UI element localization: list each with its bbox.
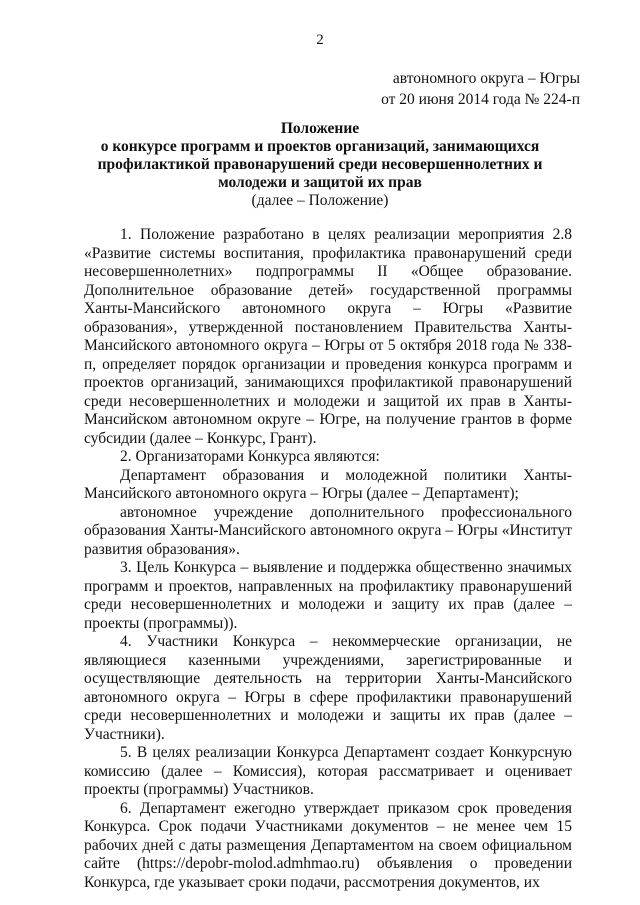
paragraph-2-item-2: автономное учреждение дополнительного профессионального образования Ханты-Мансийского автономного округа – Югры «Институт развития образования». (84, 503, 572, 558)
appendix-line-1: автономного округа – Югры (392, 70, 580, 87)
document-body (84, 226, 572, 892)
title-line-4: молодежи и защитой их прав (218, 174, 422, 191)
document-title (60, 120, 580, 210)
appendix-header (381, 68, 580, 110)
paragraph-1: 1. Положение разработано в целях реализации мероприятия 2.8 «Развитие системы воспитания, профилактика правонарушений среди несовершеннолетних» подпрограммы II «Общее образование. Дополнительное образование детей» государственной программы Ханты-Мансийского автономного округа – Югры «Развитие образования», утвержденной постановлением Правительства Ханты-Мансийского автономного округа – Югры от 5 октября 2018 года № 338-п, определяет порядок организации и проведения конкурса программ и проектов организаций, занимающихся профилактикой правонарушений среди несовершеннолетних и молодежи и защитой их прав в Ханты-Мансийском автономном округе – Югре, на получение грантов в форме субсидии (далее – Конкурс, Грант). (84, 226, 572, 447)
paragraph-4: 4. Участники Конкурса – некоммерческие организации, не являющиеся казенными учреждениями, зарегистрированные и осуществляющие деятельность на территории Ханты-Мансийского автономного округа – Югры в сфере профилактики правонарушений среди несовершеннолетних и молодежи и защиты их прав (далее – Участники). (84, 633, 572, 743)
paragraph-2-item-1: Департамент образования и молодежной политики Ханты-Мансийского автономного округа – Югры (далее – Департамент); (84, 466, 572, 502)
appendix-line-2: от 20 июня 2014 года № 224-п (381, 91, 580, 108)
page-number: 2 (316, 32, 324, 48)
paragraph-5: 5. В целях реализации Конкурса Департамент создает Конкурсную комиссию (далее – Комиссия), которая рассматривает и оценивает проекты (программы) Участников. (84, 744, 572, 798)
paragraph-6: 6. Департамент ежегодно утверждает приказом срок проведения Конкурса. Срок подачи Участниками документов – не менее чем 15 рабочих дней с даты размещения Департаментом на своем официальном сайте (https://depobr-molod.admhmao.ru) объявления о проведении Конкурса, где указывает сроки подачи, рассмотрения документов, их (84, 799, 572, 891)
paragraph-3: 3. Цель Конкурса – выявление и поддержка общественно значимых программ и проектов, направленных на профилактику правонарушений среди несовершеннолетних и молодежи и защиту их прав (далее – проекты (программы)). (84, 559, 572, 632)
title-line-1: Положение (280, 120, 360, 137)
title-line-2: о конкурсе программ и проектов организаций, занимающихся (100, 138, 540, 155)
title-line-5: (далее – Положение) (251, 192, 389, 209)
paragraph-2: 2. Организаторами Конкурса являются: (120, 448, 380, 465)
title-line-3: профилактикой правонарушений среди несовершеннолетних и (97, 156, 543, 173)
